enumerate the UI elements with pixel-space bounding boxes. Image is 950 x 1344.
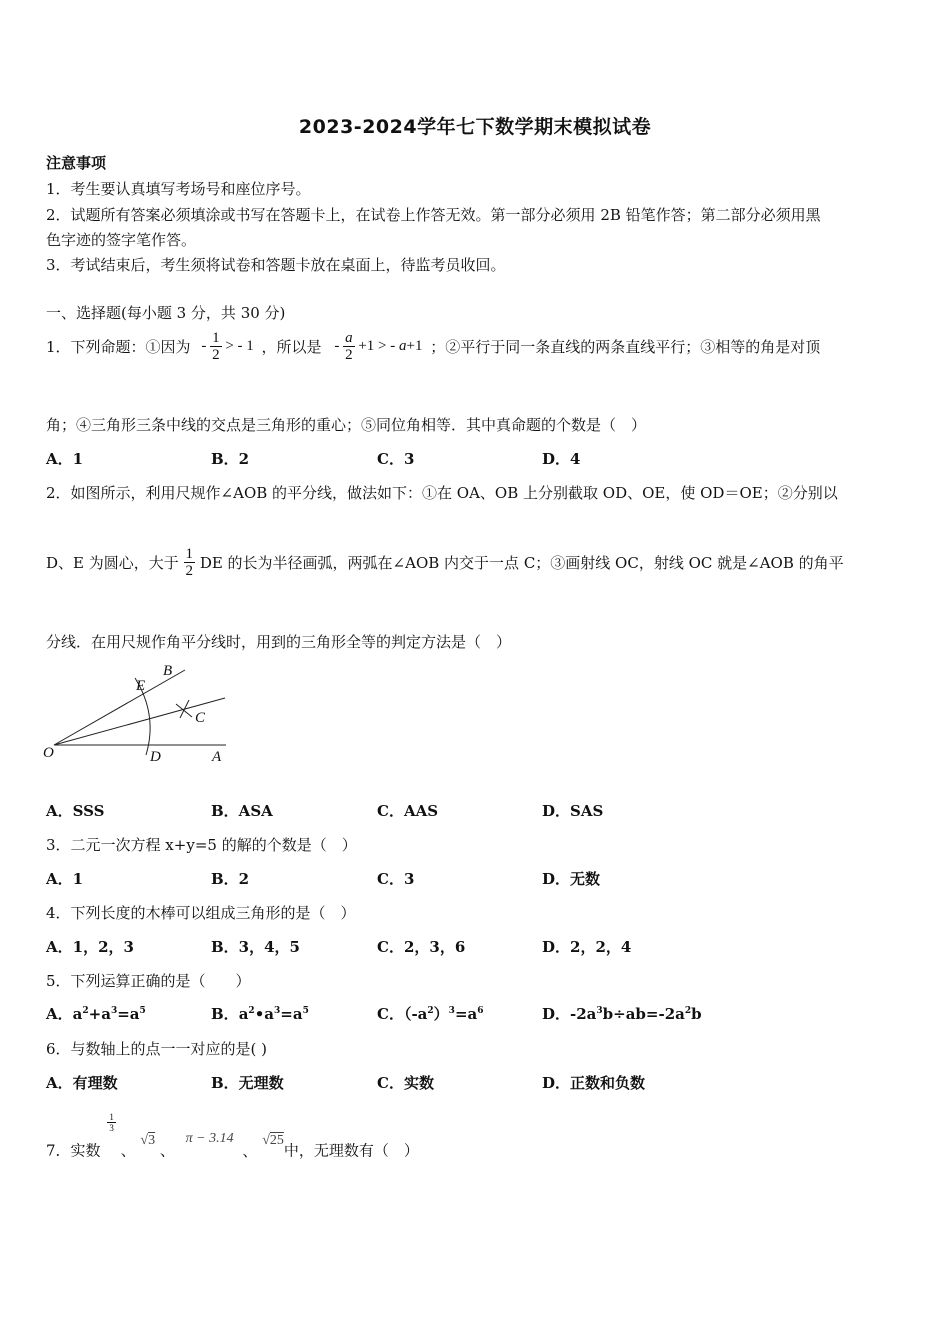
label-e: E bbox=[136, 678, 146, 694]
q7-sqrt-25: √25 bbox=[262, 1133, 284, 1148]
q1-option-a[interactable]: A．1 bbox=[46, 450, 84, 468]
q7-sqrt25-val: 25 bbox=[269, 1133, 284, 1148]
q2-option-c[interactable]: C．AAS bbox=[377, 802, 439, 820]
q1-m2-num: a bbox=[345, 330, 353, 346]
q3-option-a[interactable]: A．1 bbox=[46, 870, 84, 888]
q7-prefix: 7．实数 bbox=[46, 1141, 101, 1160]
page-title: 2023-2024学年七下数学期末模拟试卷 bbox=[298, 116, 652, 138]
q3-option-b[interactable]: B．2 bbox=[211, 870, 250, 888]
q7-frac-den: 3 bbox=[109, 1123, 114, 1133]
q5-b-pre: B． bbox=[211, 1005, 239, 1023]
q1-option-c[interactable]: C．3 bbox=[377, 450, 415, 468]
question-4-stem: 4．下列长度的木棒可以组成三角形的是（ ） bbox=[46, 904, 356, 922]
q5-c-mid: ） bbox=[433, 1005, 449, 1023]
q5-b-exp3: 5 bbox=[302, 1006, 309, 1016]
q5-a-exp2: 3 bbox=[110, 1006, 118, 1016]
q1-m2-var: a bbox=[399, 337, 407, 354]
q1-m1-num: 1 bbox=[212, 330, 220, 346]
notice-item-1: 1．考生要认真填写考场号和座位序号。 bbox=[46, 180, 311, 198]
question-2-line-2 bbox=[46, 546, 844, 579]
q7-sep-1: 、 bbox=[120, 1141, 136, 1160]
notice-item-3: 3．考试结束后，考生须将试卷和答题卡放在桌面上，待监考员收回。 bbox=[46, 256, 506, 274]
label-b: B bbox=[163, 663, 173, 679]
q5-option-c[interactable] bbox=[377, 1003, 484, 1024]
ray-ob bbox=[54, 670, 185, 745]
q6-option-b[interactable]: B．无理数 bbox=[211, 1074, 284, 1092]
q2-option-d[interactable]: D．SAS bbox=[542, 802, 604, 820]
q2-frac-den: 2 bbox=[185, 563, 194, 579]
q5-b-base: a bbox=[238, 1005, 249, 1023]
q5-a-mid: +a bbox=[88, 1005, 111, 1023]
q7-sqrt3-val: 3 bbox=[148, 1133, 156, 1148]
q7-suffix: 中，无理数有（ ） bbox=[283, 1141, 419, 1160]
question-2-line-1: 2．如图所示，利用尺规作∠AOB 的平分线，做法如下：①在 OA、OB 上分别截取 OD、OE，使 OD＝OE；②分别以 bbox=[46, 484, 838, 502]
q5-a-pre: A． bbox=[46, 1005, 73, 1023]
q5-option-a[interactable] bbox=[46, 1003, 146, 1024]
q2-frac-num: 1 bbox=[185, 546, 194, 562]
question-3-stem: 3．二元一次方程 x+y=5 的解的个数是（ ） bbox=[46, 836, 357, 854]
q5-c-exp3: 6 bbox=[477, 1006, 484, 1016]
q6-option-d[interactable]: D．正数和负数 bbox=[542, 1074, 646, 1092]
q1-option-b[interactable]: B．2 bbox=[211, 450, 250, 468]
q5-a-mid2: =a bbox=[117, 1005, 140, 1023]
q1-option-d[interactable]: D．4 bbox=[542, 450, 581, 468]
q1-m1-den: 2 bbox=[212, 347, 220, 363]
q5-c-exp2: 3 bbox=[448, 1006, 455, 1016]
q5-c-pre: C．（-a bbox=[377, 1005, 428, 1023]
q5-d-pre: D．-2a bbox=[542, 1005, 597, 1023]
q1-math-1 bbox=[201, 330, 257, 363]
q5-b-exp1: 2 bbox=[248, 1006, 255, 1016]
label-c: C bbox=[195, 710, 206, 726]
q2-line2-pre: D、E 为圆心，大于 bbox=[46, 554, 179, 572]
q5-a-base: a bbox=[72, 1005, 83, 1023]
q1-m1-tail: > - 1 bbox=[225, 337, 254, 354]
q1-m2-tail1: +1 > - bbox=[358, 337, 396, 354]
question-1-line-2: 角；④三角形三条中线的交点是三角形的重心；⑤同位角相等．其中真命题的个数是（ ） bbox=[46, 416, 647, 434]
q2-option-b[interactable]: B．ASA bbox=[211, 802, 273, 820]
label-a: A bbox=[212, 749, 222, 765]
q7-sep-2: 、 bbox=[159, 1141, 175, 1160]
q5-b-mid2: =a bbox=[280, 1005, 303, 1023]
q1-m1-fraction bbox=[210, 330, 222, 363]
q5-option-b[interactable] bbox=[211, 1003, 309, 1024]
q1-math-2 bbox=[334, 330, 426, 363]
q1-prefix: 1．下列命题：①因为 bbox=[46, 338, 191, 356]
q5-d-tail: b bbox=[691, 1005, 702, 1023]
q3-option-c[interactable]: C．3 bbox=[377, 870, 415, 888]
q1-mid: ，所以是 bbox=[261, 338, 322, 356]
q5-option-d[interactable] bbox=[542, 1003, 702, 1024]
label-d: D bbox=[150, 749, 161, 765]
q5-d-mid: b÷ab=-2a bbox=[602, 1005, 685, 1023]
question-5-stem: 5．下列运算正确的是（ ） bbox=[46, 972, 251, 990]
q1-m1-sign: - bbox=[201, 337, 207, 354]
q7-pi-expr: π − 3.14 bbox=[185, 1131, 234, 1146]
q5-a-exp1: 2 bbox=[82, 1006, 89, 1016]
question-2-line-3: 分线．在用尺规作角平分线时，用到的三角形全等的判定方法是（ ） bbox=[46, 633, 512, 651]
q5-c-mid2: =a bbox=[454, 1005, 478, 1023]
q5-a-exp3: 5 bbox=[139, 1006, 146, 1016]
q1-m2-den: 2 bbox=[345, 347, 353, 363]
notice-item-2-cont: 色字迹的签字笔作答。 bbox=[46, 231, 197, 249]
q6-option-a[interactable]: A．有理数 bbox=[46, 1074, 118, 1092]
q7-fraction bbox=[107, 1112, 116, 1133]
question-1-line-1 bbox=[46, 330, 820, 363]
angle-bisector-figure bbox=[40, 660, 240, 770]
q7-sep-3: 、 bbox=[242, 1141, 258, 1160]
q2-fraction bbox=[184, 546, 196, 579]
q5-b-mid: •a bbox=[254, 1005, 274, 1023]
q7-sqrt-3: √3 bbox=[140, 1133, 156, 1148]
question-6-stem: 6．与数轴上的点一一对应的是( ) bbox=[46, 1040, 268, 1058]
q1-m2-sign: - bbox=[334, 337, 340, 354]
q4-option-b[interactable]: B．3，4，5 bbox=[211, 938, 300, 956]
q4-option-d[interactable]: D．2，2，4 bbox=[542, 938, 632, 956]
q1-m2-fraction bbox=[343, 330, 355, 363]
q5-b-exp2: 3 bbox=[274, 1006, 281, 1016]
q7-frac-num: 1 bbox=[109, 1112, 114, 1122]
q1-suffix: ；②平行于同一条直线的两条直线平行；③相等的角是对顶 bbox=[430, 338, 821, 356]
q2-option-a[interactable]: A．SSS bbox=[46, 802, 105, 820]
q1-m2-tail2: +1 bbox=[406, 337, 423, 354]
q5-d-exp1: 3 bbox=[596, 1006, 603, 1016]
notice-item-2: 2．试题所有答案必须填涂或书写在答题卡上，在试卷上作答无效。第一部分必须用 2B 铅笔作答；第二部分必须用黑 bbox=[46, 206, 821, 224]
notice-heading: 注意事项 bbox=[46, 154, 107, 172]
question-7-line bbox=[46, 1112, 419, 1161]
q6-option-c[interactable]: C．实数 bbox=[377, 1074, 434, 1092]
label-o: O bbox=[43, 745, 54, 761]
q4-option-c[interactable]: C．2，3，6 bbox=[377, 938, 466, 956]
q2-line2-post: DE 的长为半径画弧，两弧在∠AOB 内交于一点 C；③画射线 OC，射线 OC 就是∠AOB 的角平 bbox=[199, 554, 844, 572]
q5-c-exp1: 2 bbox=[427, 1006, 434, 1016]
section-heading: 一、选择题(每小题 3 分，共 30 分) bbox=[46, 304, 286, 322]
q4-option-a[interactable]: A．1，2，3 bbox=[46, 938, 134, 956]
q3-option-d[interactable]: D．无数 bbox=[542, 870, 601, 888]
arc-mark-2 bbox=[180, 700, 189, 718]
q5-d-exp2: 2 bbox=[684, 1006, 692, 1016]
